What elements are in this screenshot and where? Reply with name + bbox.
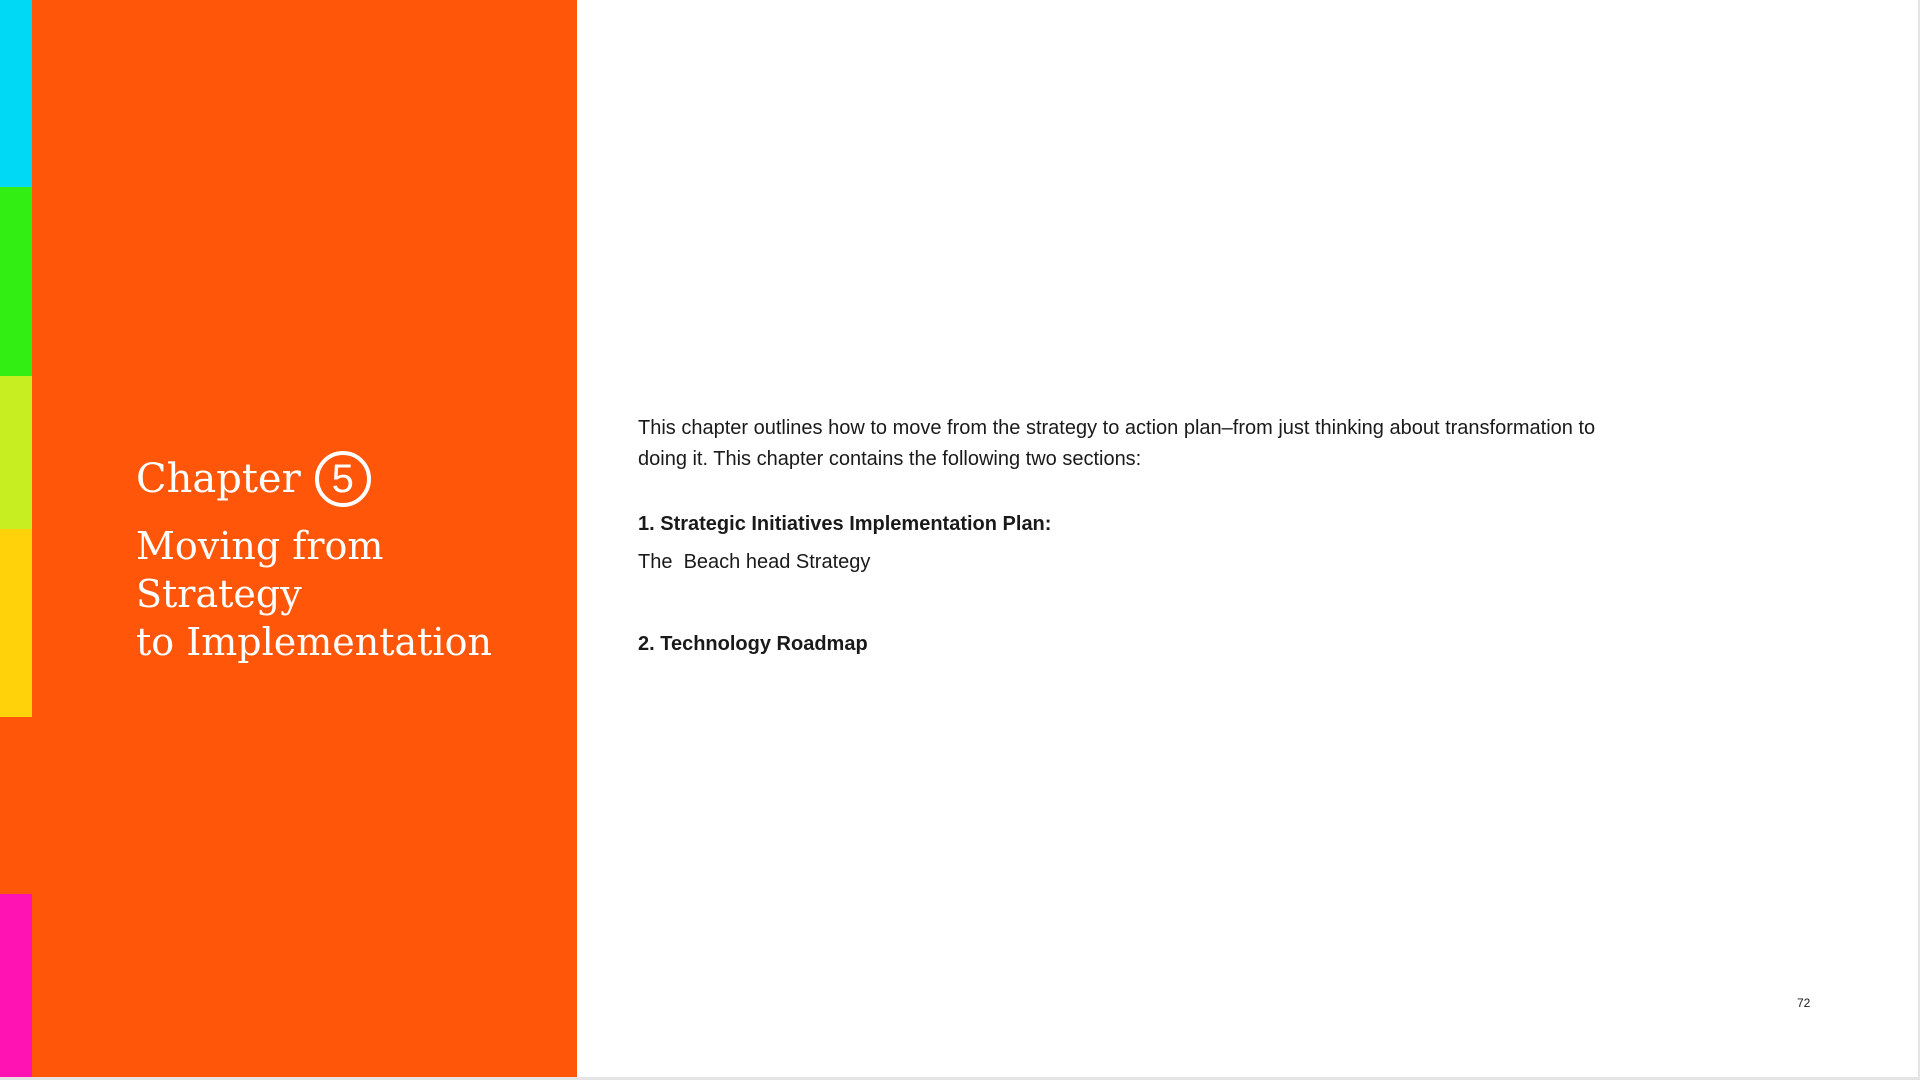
chapter-content (638, 413, 1618, 655)
chapter-title-line-2: to Implementation (136, 620, 492, 664)
section-tab-cyan (0, 0, 32, 187)
section-1-subtitle: The Beach head Strategy (638, 551, 871, 573)
section-tab-lime (0, 376, 32, 529)
chapter-title (136, 522, 556, 666)
chapter-number-badge: 5 (315, 451, 371, 507)
chapter-label (136, 451, 371, 507)
section-tab-yellow (0, 529, 32, 717)
intro-paragraph: This chapter outlines how to move from the strategy to action plan–from just thinking about transformation to doing it. This chapter contains the following two sections: (638, 417, 1596, 470)
page-number: 72 (1797, 996, 1811, 1010)
chapter-panel (32, 0, 577, 1080)
section-tab-magenta (0, 894, 32, 1080)
chapter-word: Chapter (136, 456, 301, 502)
section-2-heading: 2. Technology Roadmap (638, 633, 868, 655)
section-tab-orange (0, 717, 32, 894)
section-tab-green (0, 187, 32, 376)
section-1-heading: 1. Strategic Initiatives Implementation Plan: (638, 513, 1052, 535)
chapter-title-line-1: Moving from Strategy (136, 524, 384, 616)
